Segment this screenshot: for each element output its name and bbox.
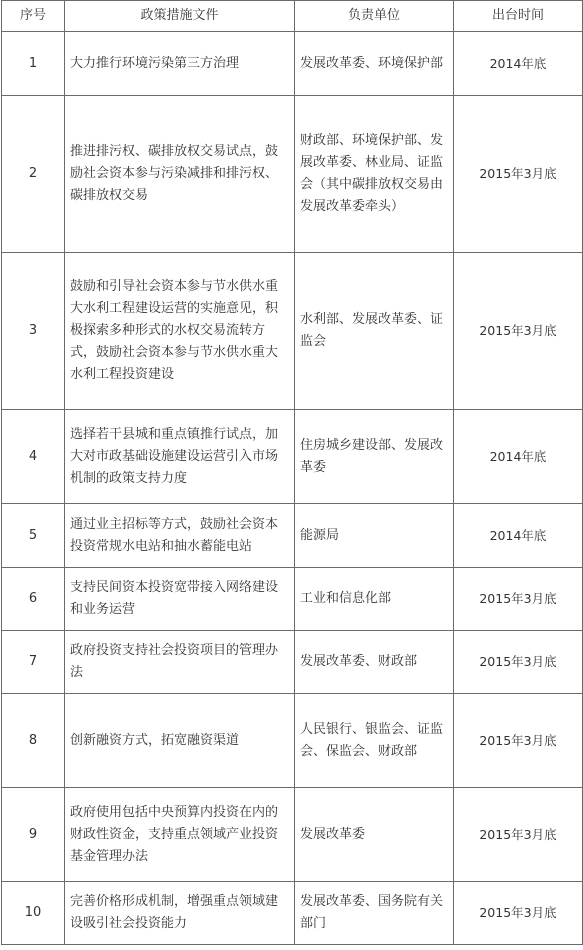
responsible-unit: 能源局 [295, 504, 454, 568]
table-row [2, 694, 583, 788]
responsible-unit: 发展改革委、国务院有关部门 [295, 882, 454, 945]
responsible-unit: 发展改革委、环境保护部 [295, 32, 454, 96]
row-number: 6 [2, 568, 65, 631]
row-number: 1 [2, 32, 65, 96]
policy-measure: 推进排污权、碳排放权交易试点，鼓励社会资本参与污染减排和排污权、碳排放权交易 [65, 96, 295, 253]
responsible-unit: 水利部、发展改革委、证监会 [295, 253, 454, 410]
header-row [2, 1, 583, 32]
responsible-unit: 发展改革委 [295, 788, 454, 882]
row-number: 8 [2, 694, 65, 788]
table-row [2, 631, 583, 694]
table-row [2, 410, 583, 504]
policy-measure: 大力推行环境污染第三方治理 [65, 32, 295, 96]
table-row [2, 882, 583, 945]
release-date: 2014年底 [454, 504, 583, 568]
release-date: 2015年3月底 [454, 568, 583, 631]
responsible-unit: 工业和信息化部 [295, 568, 454, 631]
release-date: 2014年底 [454, 32, 583, 96]
policy-measure: 支持民间资本投资宽带接入网络建设和业务运营 [65, 568, 295, 631]
policy-measure: 通过业主招标等方式，鼓励社会资本投资常规水电站和抽水蓄能电站 [65, 504, 295, 568]
row-number: 2 [2, 96, 65, 253]
release-date: 2015年3月底 [454, 694, 583, 788]
table-row [2, 504, 583, 568]
row-number: 4 [2, 410, 65, 504]
policy-measure: 创新融资方式，拓宽融资渠道 [65, 694, 295, 788]
table-row [2, 96, 583, 253]
row-number: 7 [2, 631, 65, 694]
table-row [2, 32, 583, 96]
release-date: 2015年3月底 [454, 882, 583, 945]
responsible-unit: 财政部、环境保护部、发展改革委、林业局、证监会（其中碳排放权交易由发展改革委牵头） [295, 96, 454, 253]
table-row [2, 253, 583, 410]
policy-measure: 鼓励和引导社会资本参与节水供水重大水利工程建设运营的实施意见，积极探索多种形式的水权交易流转方式，鼓励社会资本参与节水供水重大水利工程投资建设 [65, 253, 295, 410]
row-number: 9 [2, 788, 65, 882]
release-date: 2015年3月底 [454, 96, 583, 253]
policy-measure: 完善价格形成机制，增强重点领域建设吸引社会投资能力 [65, 882, 295, 945]
responsible-unit: 发展改革委、财政部 [295, 631, 454, 694]
policy-measure: 选择若干县城和重点镇推行试点，加大对市政基础设施建设运营引入市场机制的政策支持力度 [65, 410, 295, 504]
release-date: 2015年3月底 [454, 631, 583, 694]
header-policy-document: 政策措施文件 [65, 1, 295, 32]
table-row [2, 568, 583, 631]
row-number: 3 [2, 253, 65, 410]
release-date: 2014年底 [454, 410, 583, 504]
responsible-unit: 人民银行、银监会、证监会、保监会、财政部 [295, 694, 454, 788]
responsible-unit: 住房城乡建设部、发展改革委 [295, 410, 454, 504]
header-serial-number: 序号 [2, 1, 65, 32]
table-row [2, 788, 583, 882]
header-release-time: 出台时间 [454, 1, 583, 32]
policy-measure: 政府使用包括中央预算内投资在内的财政性资金，支持重点领域产业投资基金管理办法 [65, 788, 295, 882]
release-date: 2015年3月底 [454, 788, 583, 882]
row-number: 10 [2, 882, 65, 945]
policy-measure: 政府投资支持社会投资项目的管理办法 [65, 631, 295, 694]
policy-table [1, 0, 583, 945]
header-responsible-unit: 负责单位 [295, 1, 454, 32]
row-number: 5 [2, 504, 65, 568]
release-date: 2015年3月底 [454, 253, 583, 410]
